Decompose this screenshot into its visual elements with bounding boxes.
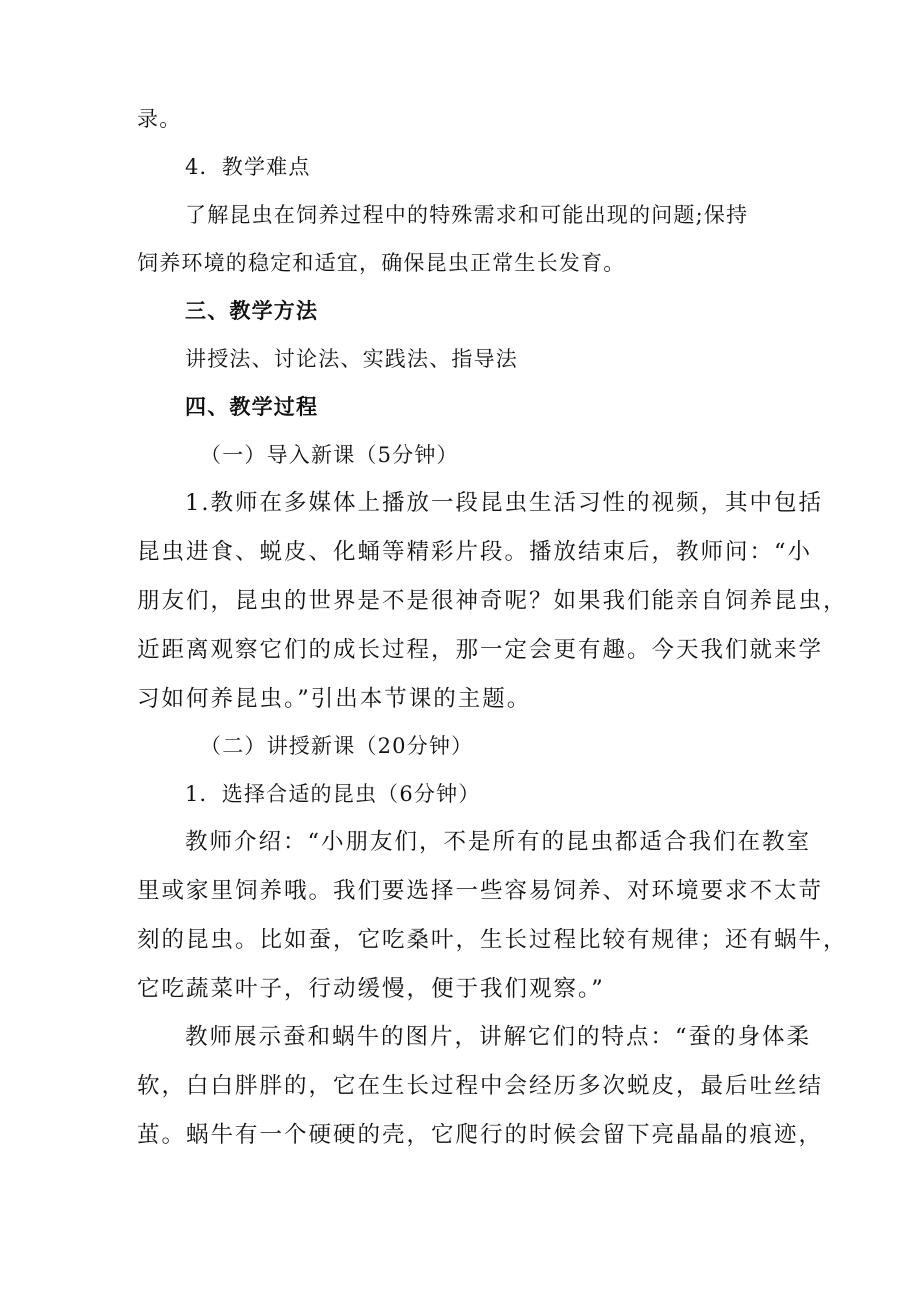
subheading-intro: （一）导入新课（5分钟） bbox=[200, 443, 459, 467]
paragraph-line: 习如何养昆虫。”引出本节课的主题。 bbox=[137, 686, 532, 712]
paragraph-line: 刻的昆虫。比如蚕，它吃桑叶，生长过程比较有规律；还有蜗牛， bbox=[137, 927, 848, 953]
paragraph-line: 1.教师在多媒体上播放一段昆虫生活习性的视频，其中包括 bbox=[185, 490, 823, 516]
paragraph-line: 教师展示蚕和蜗牛的图片，讲解它们的特点：“蚕的身体柔 bbox=[185, 1024, 812, 1050]
paragraph-line: 软，白白胖胖的，它在生长过程中会经历多次蜕皮，最后吐丝结 bbox=[137, 1073, 824, 1099]
paragraph-line: 讲授法、讨论法、实践法、指导法 bbox=[185, 347, 518, 371]
paragraph-line: 饲养环境的稳定和适宜，确保昆虫正常生长发育。 bbox=[137, 251, 626, 275]
text-line-continuation: 录。 bbox=[137, 107, 182, 131]
paragraph-line: 教师介绍：“小朋友们，不是所有的昆虫都适合我们在教室 bbox=[185, 829, 812, 855]
paragraph-line: 里或家里饲养哦。我们要选择一些容易饲养、对环境要求不太苛 bbox=[137, 878, 824, 904]
paragraph-line: 朋友们，昆虫的世界是不是很神奇呢？如果我们能亲自饲养昆虫， bbox=[137, 588, 848, 614]
section-heading-teaching-process: 四、教学过程 bbox=[185, 394, 319, 419]
section-heading-teaching-methods: 三、教学方法 bbox=[185, 298, 319, 323]
paragraph-line: 茧。蜗牛有一个硬硬的壳，它爬行的时候会留下亮晶晶的痕迹， bbox=[137, 1122, 824, 1148]
paragraph-line: 它吃蔬菜叶子，行动缓慢，便于我们观察。” bbox=[137, 976, 605, 1002]
heading-teaching-difficulty: 4．教学难点 bbox=[185, 155, 311, 179]
paragraph-line: 了解昆虫在饲养过程中的特殊需求和可能出现的问题;保持 bbox=[185, 203, 749, 227]
subheading-choose-insects: 1．选择合适的昆虫（6分钟） bbox=[185, 782, 481, 806]
paragraph-line: 近距离观察它们的成长过程，那一定会更有趣。今天我们就来学 bbox=[137, 637, 824, 663]
subheading-new-lesson: （二）讲授新课（20分钟） bbox=[200, 734, 474, 758]
paragraph-line: 昆虫进食、蜕皮、化蛹等精彩片段。播放结束后，教师问：“小 bbox=[137, 539, 813, 565]
